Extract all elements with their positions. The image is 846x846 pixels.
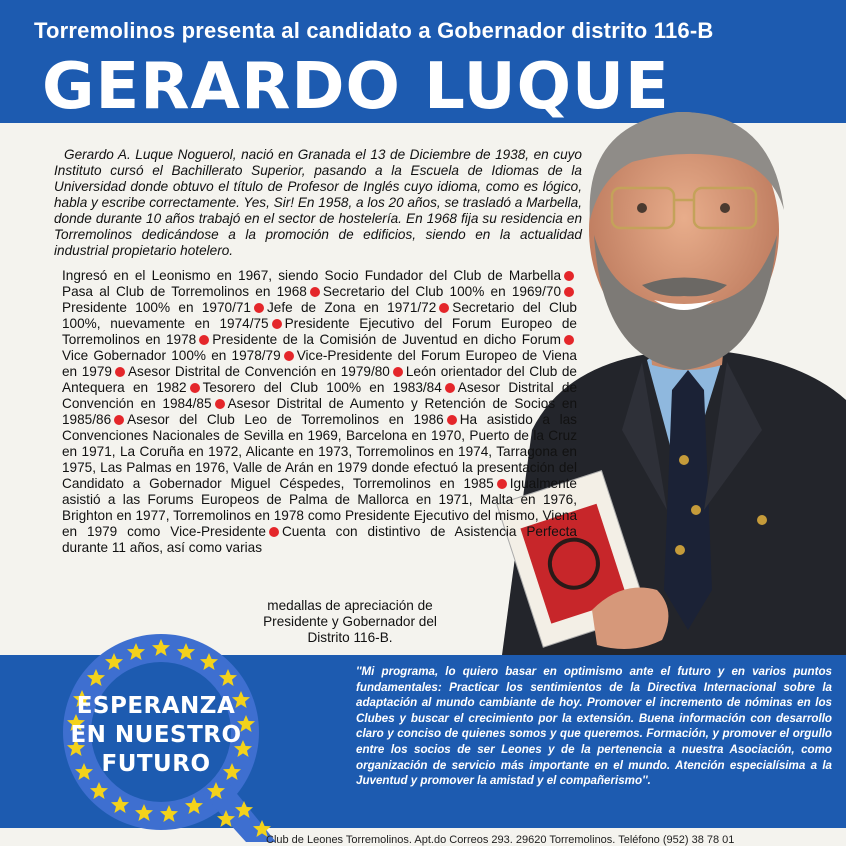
career-item: Igualmente asistió a las Forums Europeos de Palma de Mallorca en 1971, Malta en 1976, Brighton en 1977, Torremolinos en 1978 como Presidente Ejecutivo del mismo, Viena en 1979 como Vice-Presidente [62, 476, 577, 539]
career-item: Secretario del Club 100%, nuevamente en 1974/75 [62, 300, 577, 331]
badge-slogan [66, 692, 246, 779]
bullet-icon [564, 287, 574, 297]
bullet-icon [564, 335, 574, 345]
career-item: Ingresó en el Leonismo en 1967, siendo Socio Fundador del Club de Marbella [62, 268, 561, 283]
bullet-icon [114, 415, 124, 425]
career-item: Jefe de Zona en 1971/72 [266, 300, 437, 315]
career-item: Presidente 100% en 1970/71 [62, 300, 251, 315]
bullet-icon [215, 399, 225, 409]
header-subtitle: Torremolinos presenta al candidato a Gobernador distrito 116-B [34, 18, 714, 43]
bullet-icon [115, 367, 125, 377]
career-item: Tesorero del Club 100% en 1983/84 [202, 380, 442, 395]
candidate-name-title: GERARDO LUQUE [42, 50, 670, 124]
career-item: Vice Gobernador 100% en 1978/79 [62, 348, 281, 363]
career-item: Secretario del Club 100% en 1969/70 [322, 284, 562, 299]
career-item: Ha asistido a las Convenciones Nacionales de Sevilla en 1969, Barcelona en 1970, Puerto de la Cruz en 1971, La Coruña en 1972, Alicante en 1973, Torremolinos en 1974, Tarragona en 1975, Las Palmas en 1976, Valle de Arán en 1979 donde efectuó la presentación del Candidato a Gobernador Miguel Céspedes, Torremolinos en 1985 [62, 412, 577, 491]
bullet-icon [269, 527, 279, 537]
career-item: Presidente de la Comisión de Juventud en dicho Forum [212, 332, 561, 347]
bullet-icon [284, 351, 294, 361]
biography-sign-off: medallas de apreciación de Presidente y Gobernador del Distrito 116-B. [263, 598, 437, 645]
bullet-icon [190, 383, 200, 393]
career-item: Asesor Distrital de Convención en 1984/85 [62, 380, 577, 411]
footer-contact: Club de Leones Torremolinos. Apt.do Correos 293. 29620 Torremolinos. Teléfono (952) 38 78 01 [266, 834, 735, 846]
candidate-quote: ''Mi programa, lo quiero basar en optimismo ante el futuro y en varios puntos fundamentales: Practicar los sentimientos de la Directiva Internacional sobre la adaptación al mundo cambiante de hoy. Promover el incremento de nóminas en los Clubes y buscar el crecimiento por la extensión. Buena información con desarrollo claro y conciso de quienes somos y que queremos. Formación, y promover el orgullo entre los socios de ser Leones y de la pertenencia a nuestra Asociación, como organización de servicio más importante en el mundo. Atención especialísima a la Juventud y promover la amistad y el compañerismo''. [356, 665, 832, 788]
badge-line-2: EN NUESTRO [70, 722, 242, 748]
bullet-icon [497, 479, 507, 489]
bullet-icon [272, 319, 282, 329]
career-item: Presidente Ejecutivo del Forum Europeo de Torremolinos en 1978 [62, 316, 577, 347]
career-item: Cuenta con distintivo de Asistencia Perfecta durante 11 años, así como varias [62, 524, 577, 555]
bullet-icon [564, 271, 574, 281]
career-item: León orientador del Club de Antequera en 1982 [62, 364, 577, 395]
career-item: Pasa al Club de Torremolinos en 1968 [62, 284, 307, 299]
career-item: Asesor Distrital de Aumento y Retención de Socios en 1985/86 [62, 396, 578, 427]
biography-intro: Gerardo A. Luque Noguerol, nació en Granada el 13 de Diciembre de 1938, en cuyo Instituto cursó el Bachillerato Superior, pasando a la Escuela de Idiomas de la Universidad donde obtuvo el título de Profesor de Inglés cuyo idioma, como es lógico, habla y escribe correctamente. Yes, Sir! En 1958, a los 20 años, se trasladó a Marbella, donde durante 10 años trabajó en el sector de hostelería. En 1968 fija su residencia en Torremolinos dedicándose a la promoción de edificios, siendo en la actualidad industrial propietario hotelero. [54, 147, 582, 258]
career-item: Asesor del Club Leo de Torremolinos en 1986 [127, 412, 444, 427]
badge-line-3: FUTURO [101, 751, 211, 777]
career-item: Vice-Presidente del Forum Europeo de Viena en 1979 [62, 348, 577, 379]
bullet-icon [439, 303, 449, 313]
bullet-icon [445, 383, 455, 393]
bullet-icon [310, 287, 320, 297]
bullet-icon [254, 303, 264, 313]
bullet-icon [199, 335, 209, 345]
bullet-icon [447, 415, 457, 425]
bullet-icon [393, 367, 403, 377]
badge-line-1: ESPERANZA [76, 693, 236, 719]
biography-career [62, 268, 577, 648]
career-item: Asesor Distrital de Convención en 1979/80 [127, 364, 390, 379]
